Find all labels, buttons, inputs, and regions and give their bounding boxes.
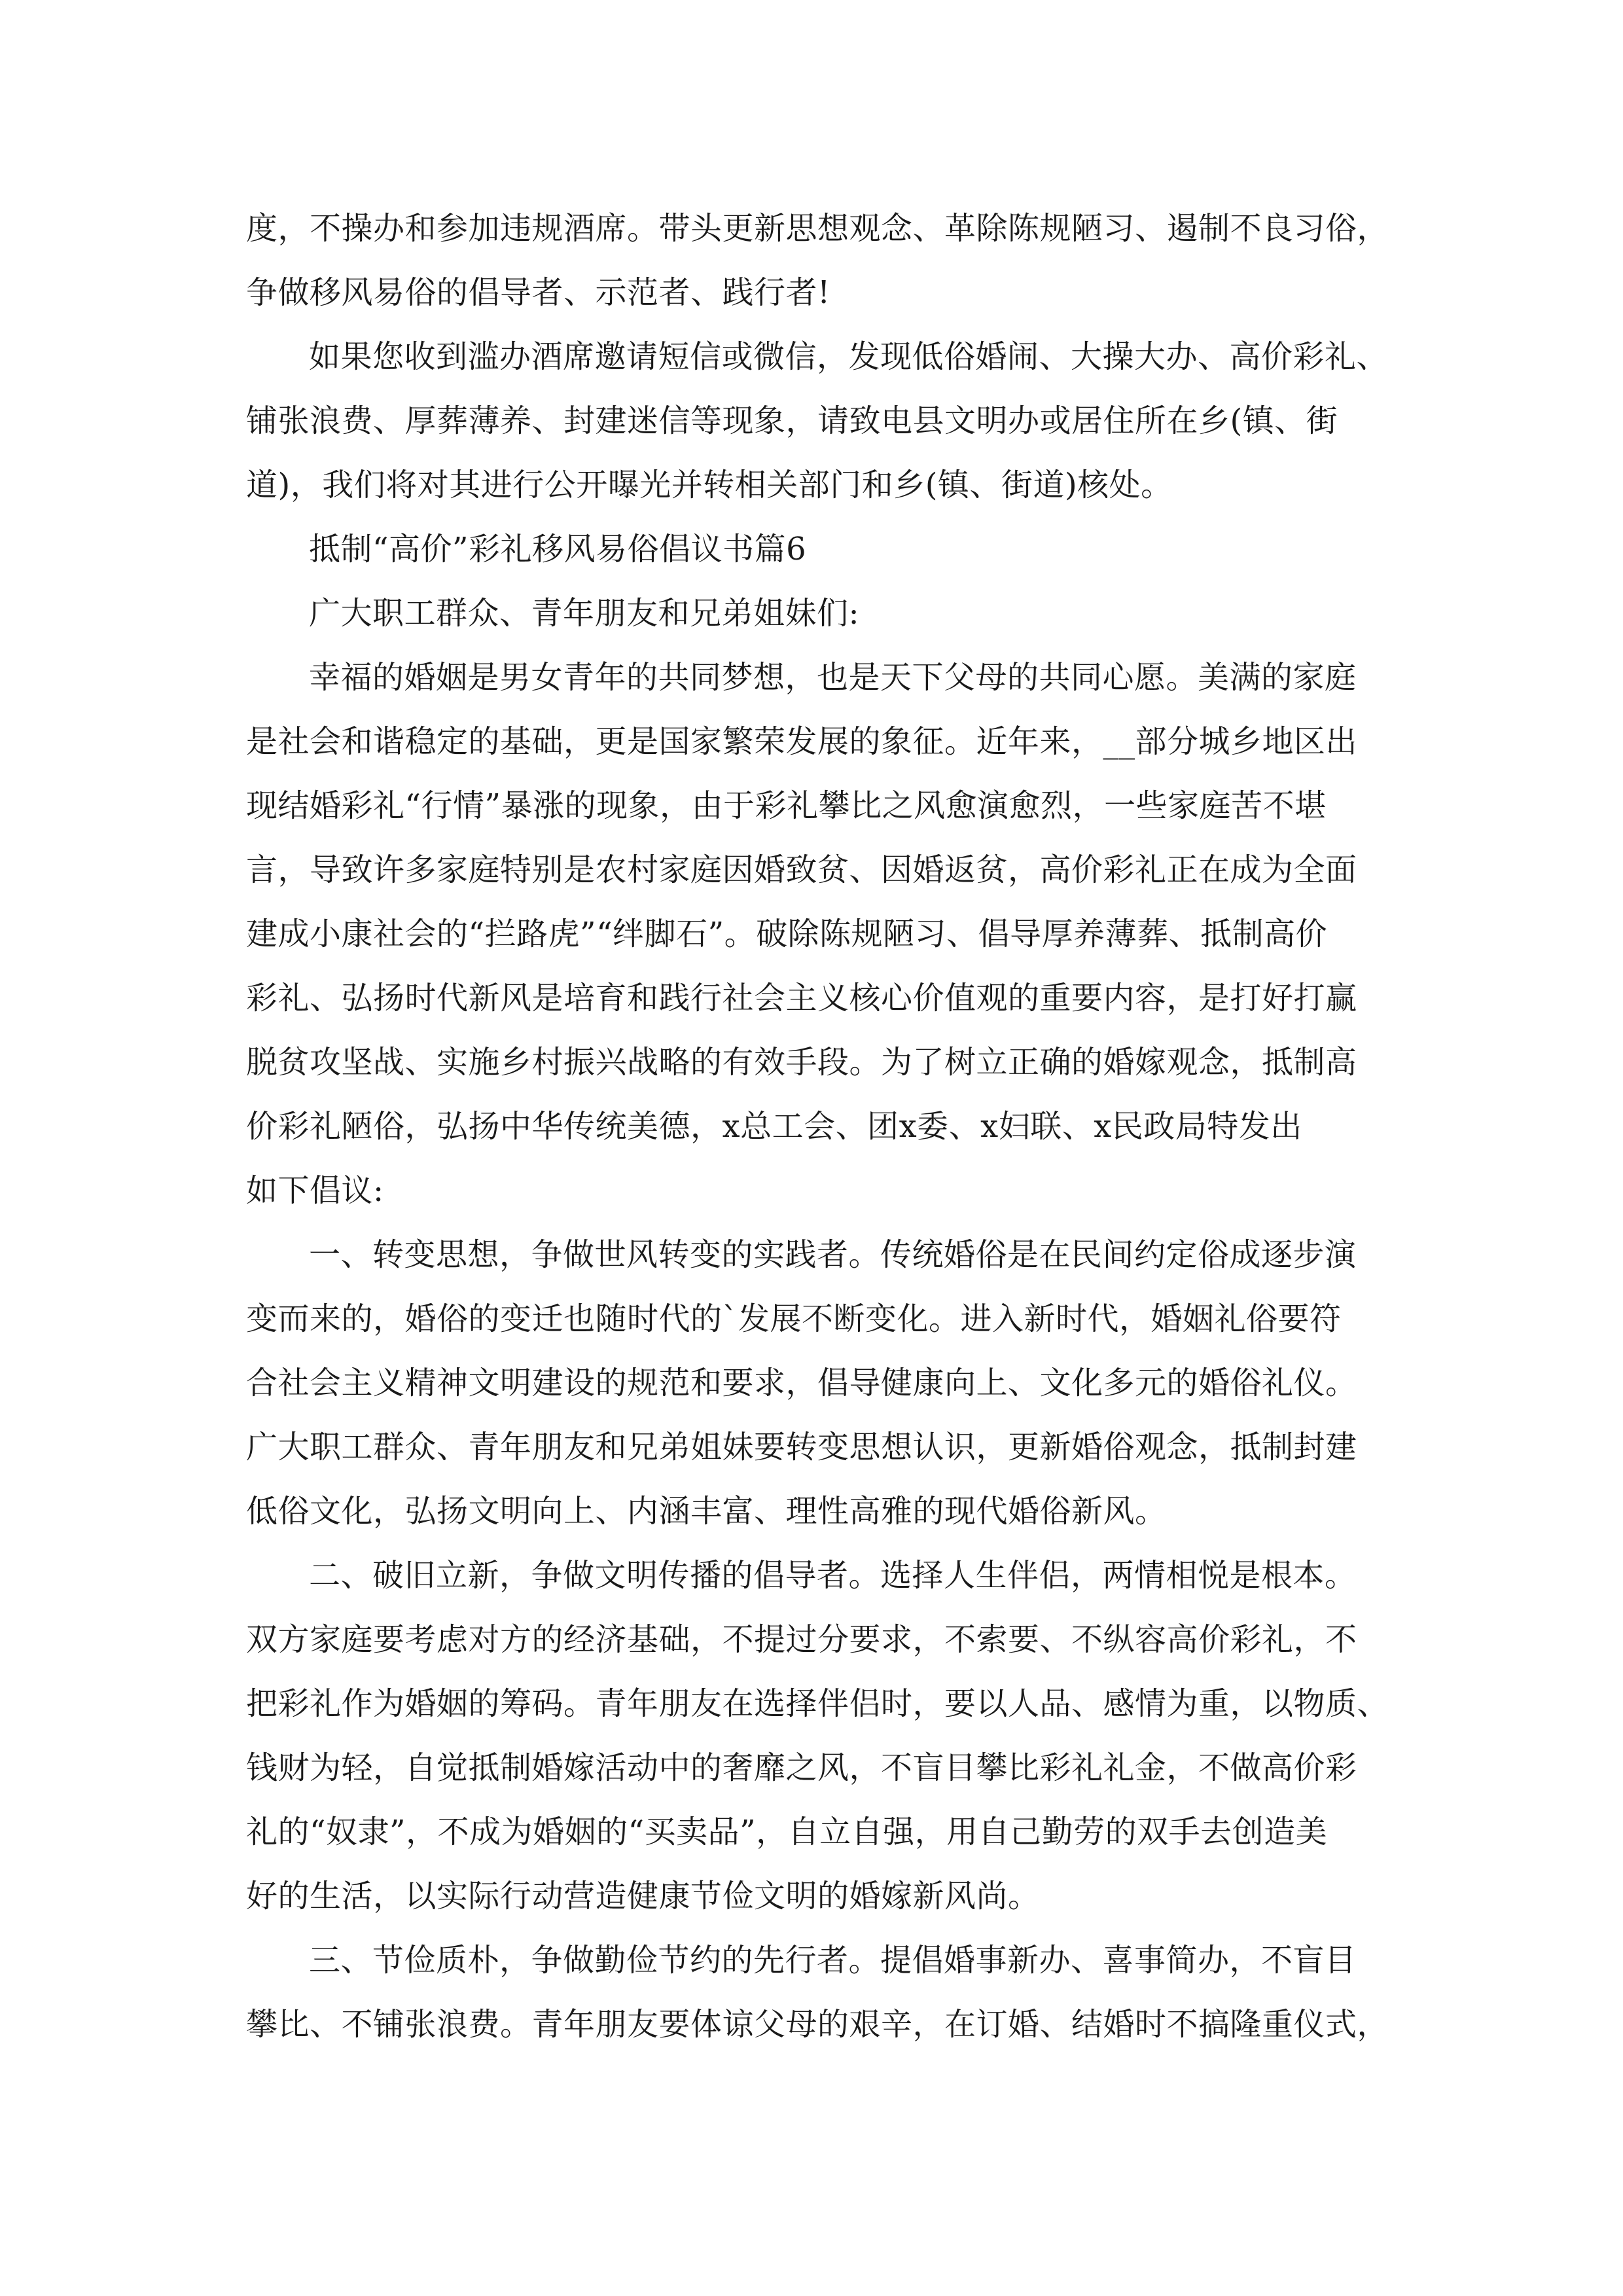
paragraph-first-line: 一、转变思想，争做世风转变的实践者。传统婚俗是在民间约定俗成逐步演 xyxy=(309,1236,1357,1273)
paragraph-first-line: 二、破旧立新，争做文明传播的倡导者。选择人生伴侣，两情相悦是根本。 xyxy=(309,1557,1357,1594)
paragraph-first-line: 抵制“高价”彩礼移风易俗倡议书篇6 xyxy=(309,531,807,567)
text-line: 彩礼、弘扬时代新风是培育和践行社会主义核心价值观的重要内容，是打好打赢 xyxy=(246,980,1357,1016)
text-line: 好的生活，以实际行动营造健康节俭文明的婚嫁新风尚。 xyxy=(246,1878,1040,1914)
document-body xyxy=(246,196,1389,2056)
paragraph-first-line: 如果您收到滥办酒席邀请短信或微信，发现低俗婚闹、大操大办、高价彩礼、 xyxy=(309,338,1389,375)
text-line: 现结婚彩礼“行情”暴涨的现象，由于彩礼攀比之风愈演愈烈，一些家庭苦不堪 xyxy=(246,787,1327,824)
text-line: 建成小康社会的“拦路虎”“绊脚石”。破除陈规陋习、倡导厚养薄葬、抵制高价 xyxy=(246,916,1328,952)
text-line: 把彩礼作为婚姻的筹码。青年朋友在选择伴侣时，要以人品、感情为重，以物质、 xyxy=(246,1685,1389,1722)
text-line: 度，不操办和参加违规酒席。带头更新思想观念、革除陈规陋习、遏制不良习俗， xyxy=(246,210,1389,247)
text-line: 攀比、不铺张浪费。青年朋友要体谅父母的艰辛，在订婚、结婚时不搞隆重仪式， xyxy=(246,2006,1389,2043)
text-line: 价彩礼陋俗，弘扬中华传统美德，x总工会、团x委、x妇联、x民政局特发出 xyxy=(246,1108,1302,1145)
paragraph-first-line: 幸福的婚姻是男女青年的共同梦想，也是天下父母的共同心愿。美满的家庭 xyxy=(309,659,1357,696)
text-line: 变而来的，婚俗的变迁也随时代的`发展不断变化。进入新时代，婚姻礼俗要符 xyxy=(246,1300,1342,1337)
text-line: 礼的“奴隶”，不成为婚姻的“买卖品”，自立自强，用自己勤劳的双手去创造美 xyxy=(246,1814,1328,1850)
text-line: 双方家庭要考虑对方的经济基础，不提过分要求，不索要、不纵容高价彩礼，不 xyxy=(246,1621,1357,1658)
text-line: 广大职工群众、青年朋友和兄弟姐妹要转变思想认识，更新婚俗观念，抵制封建 xyxy=(246,1429,1357,1465)
text-line: 言，导致许多家庭特别是农村家庭因婚致贫、因婚返贫，高价彩礼正在成为全面 xyxy=(246,852,1357,888)
paragraph-first-line: 广大职工群众、青年朋友和兄弟姐妹们: xyxy=(309,595,860,632)
text-line: 合社会主义精神文明建设的规范和要求，倡导健康向上、文化多元的婚俗礼仪。 xyxy=(246,1365,1357,1401)
text-line: 道)，我们将对其进行公开曝光并转相关部门和乡(镇、街道)核处。 xyxy=(246,467,1173,503)
text-line: 低俗文化，弘扬文明向上、内涵丰富、理性高雅的现代婚俗新风。 xyxy=(246,1493,1167,1530)
text-line: 脱贫攻坚战、实施乡村振兴战略的有效手段。为了树立正确的婚嫁观念，抵制高 xyxy=(246,1044,1357,1081)
text-line: 铺张浪费、厚葬薄养、封建迷信等现象，请致电县文明办或居住所在乡(镇、街 xyxy=(246,403,1338,439)
text-line: 是社会和谐稳定的基础，更是国家繁荣发展的象征。近年来，__部分城乡地区出 xyxy=(246,723,1358,760)
text-line: 争做移风易俗的倡导者、示范者、践行者! xyxy=(246,274,830,311)
paragraph-first-line: 三、节俭质朴，争做勤俭节约的先行者。提倡婚事新办、喜事简办，不盲目 xyxy=(309,1942,1357,1979)
text-line: 钱财为轻，自觉抵制婚嫁活动中的奢靡之风，不盲目攀比彩礼礼金，不做高价彩 xyxy=(246,1749,1357,1786)
text-line: 如下倡议: xyxy=(246,1172,384,1209)
